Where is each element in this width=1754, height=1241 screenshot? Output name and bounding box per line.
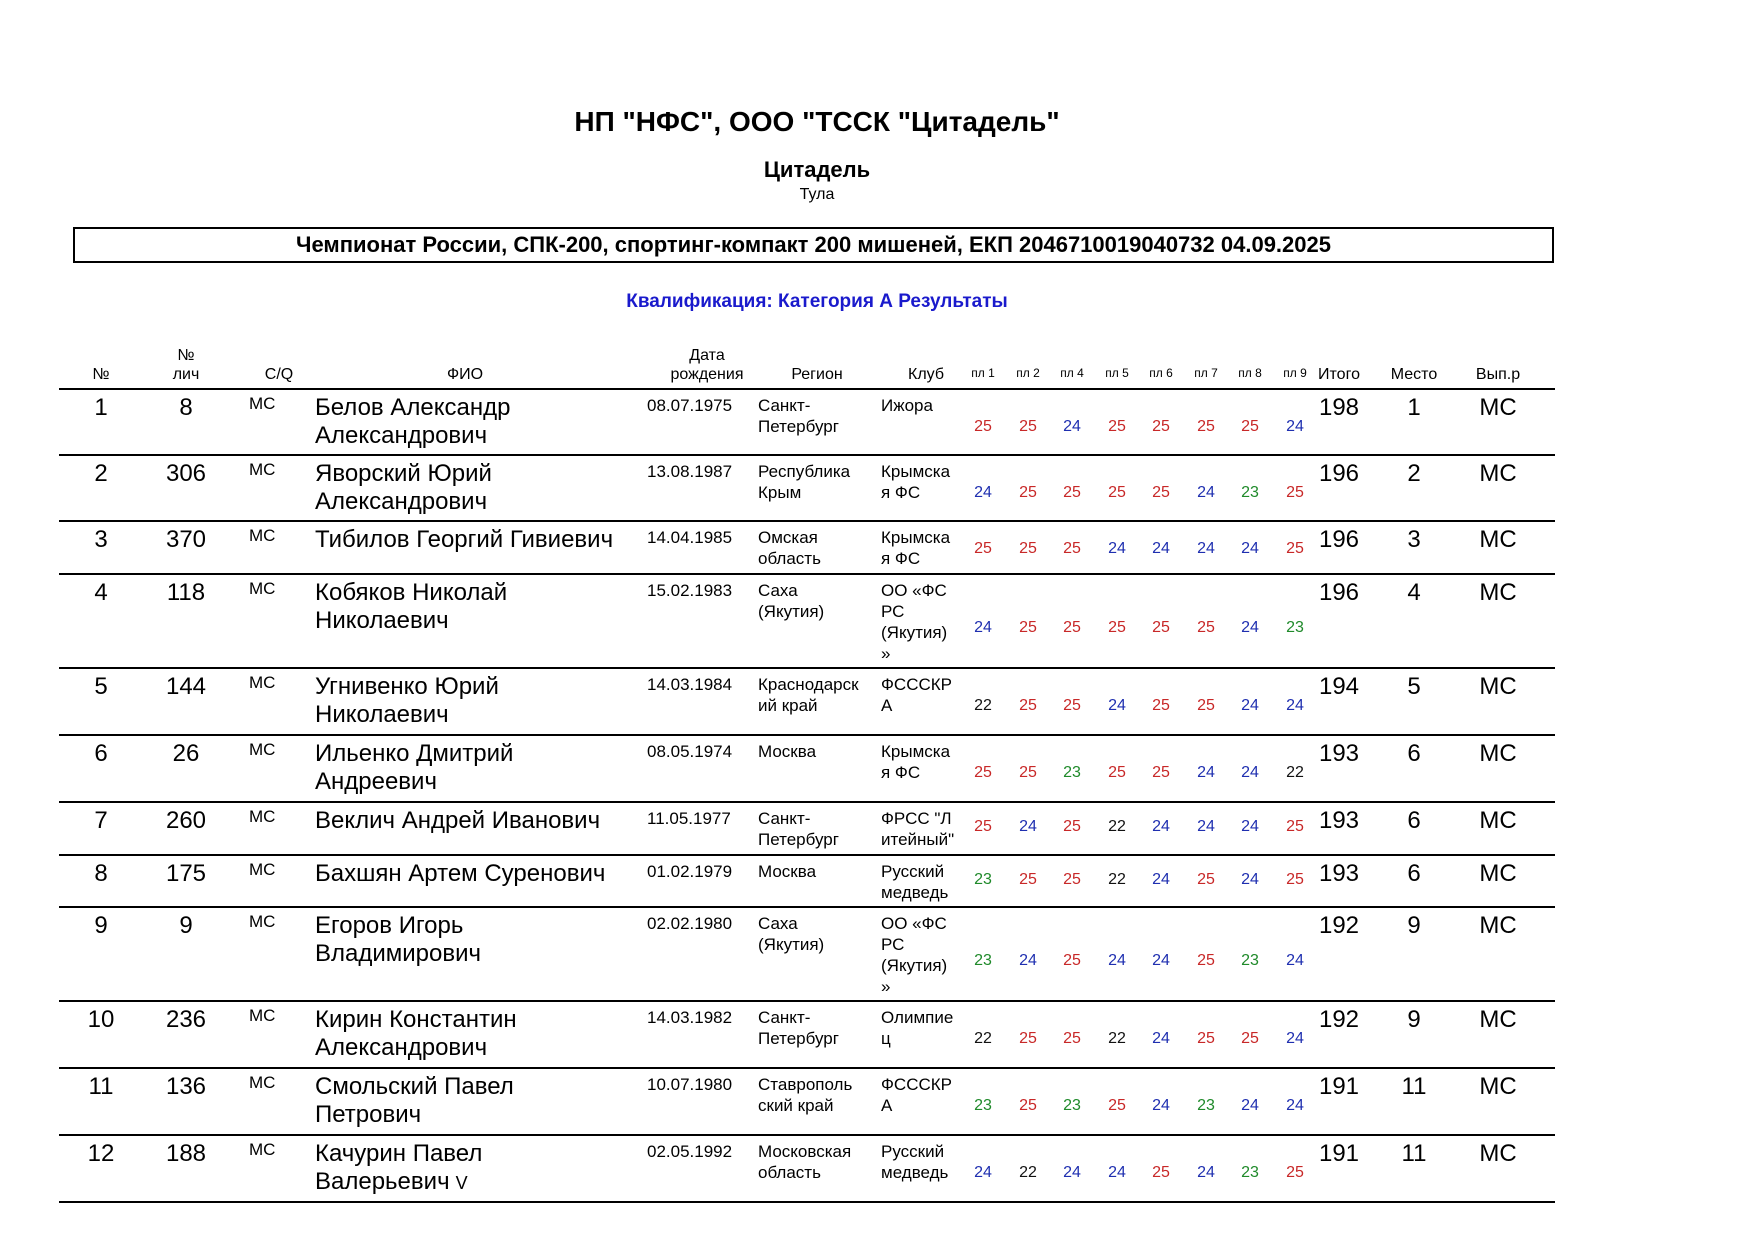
header-region: Регион <box>791 366 843 383</box>
total-score: 192 <box>1318 912 1360 939</box>
header-station: пл 9 <box>1283 366 1307 380</box>
club: Русский медведь <box>881 1142 949 1182</box>
place: 9 <box>1407 912 1421 939</box>
station-score: 24 <box>1197 484 1215 501</box>
station-score: 23 <box>1286 619 1304 636</box>
row-number: 1 <box>94 394 108 421</box>
club: Крымска я ФС <box>881 528 951 568</box>
station-score: 25 <box>974 764 992 781</box>
station-score: 25 <box>1019 540 1037 557</box>
place: 6 <box>1407 807 1421 834</box>
row-number: 6 <box>94 740 108 767</box>
station-score: 25 <box>1152 418 1170 435</box>
table-row <box>59 456 1555 522</box>
bib-number: 26 <box>172 740 200 767</box>
station-score: 24 <box>974 484 992 501</box>
row-number: 5 <box>94 673 108 700</box>
place: 6 <box>1407 740 1421 767</box>
station-score: 25 <box>1019 484 1037 501</box>
station-score: 24 <box>1241 1097 1259 1114</box>
station-score: 25 <box>1152 619 1170 636</box>
athlete-name: Качурин Павел Валерьевич V <box>315 1140 483 1195</box>
table-row <box>59 390 1555 456</box>
station-score: 23 <box>1197 1097 1215 1114</box>
station-score: 25 <box>1197 619 1215 636</box>
cq-rank: МС <box>249 740 276 759</box>
station-score: 25 <box>1019 697 1037 714</box>
station-score: 25 <box>1019 764 1037 781</box>
total-score: 196 <box>1318 526 1360 553</box>
station-score: 24 <box>1241 764 1259 781</box>
row-number: 11 <box>88 1073 114 1100</box>
station-score: 25 <box>974 418 992 435</box>
athlete-name: Ильенко Дмитрий Андреевич <box>315 740 514 795</box>
results-table <box>59 340 1555 1203</box>
bib-number: 370 <box>165 526 207 553</box>
station-score: 25 <box>1286 871 1304 888</box>
station-score: 24 <box>1241 540 1259 557</box>
total-score: 191 <box>1318 1073 1360 1100</box>
cq-rank: МС <box>249 1006 276 1025</box>
cq-rank: МС <box>249 860 276 879</box>
station-score: 24 <box>1152 952 1170 969</box>
station-score: 25 <box>1108 619 1126 636</box>
station-score: 25 <box>1108 1097 1126 1114</box>
section-title: Квалификация: Категория А Результаты <box>626 291 1008 312</box>
row-number: 2 <box>94 460 108 487</box>
cq-rank: МС <box>249 460 276 479</box>
station-score: 24 <box>1197 1164 1215 1181</box>
bib-number: 9 <box>179 912 193 939</box>
station-score: 25 <box>1152 764 1170 781</box>
station-score: 24 <box>1108 1164 1126 1181</box>
club: ОО «ФС РС (Якутия) » <box>881 914 948 996</box>
station-score: 25 <box>1063 697 1081 714</box>
station-score: 25 <box>1108 484 1126 501</box>
header-name: ФИО <box>446 366 484 383</box>
station-score: 25 <box>974 540 992 557</box>
station-score: 25 <box>1063 484 1081 501</box>
club: ФСССКР А <box>881 1075 952 1115</box>
total-score: 196 <box>1318 579 1360 606</box>
bib-number: 260 <box>165 807 207 834</box>
table-row <box>59 669 1555 736</box>
station-score: 24 <box>974 1164 992 1181</box>
achieved-rank: МС <box>1479 860 1517 887</box>
station-score: 24 <box>1152 1030 1170 1047</box>
achieved-rank: МС <box>1479 579 1517 606</box>
table-body <box>59 390 1555 1203</box>
cq-rank: МС <box>249 394 276 413</box>
region: Санкт- Петербург <box>758 1008 839 1048</box>
venue-city: Тула <box>799 186 835 203</box>
station-score: 25 <box>1019 418 1037 435</box>
header-club: Клуб <box>908 366 944 383</box>
station-score: 25 <box>1063 871 1081 888</box>
header-station: пл 6 <box>1149 366 1173 380</box>
club: ОО «ФС РС (Якутия) » <box>881 581 948 663</box>
club: ФРСС "Л итейный" <box>881 809 955 849</box>
cq-rank: МС <box>249 526 276 545</box>
table-row <box>59 1002 1555 1069</box>
athlete-name: Угнивенко Юрий Николаевич <box>315 673 499 728</box>
station-score: 22 <box>1108 1030 1126 1047</box>
station-score: 24 <box>1241 697 1259 714</box>
table-row <box>59 575 1555 669</box>
station-score: 25 <box>1108 764 1126 781</box>
header-station: пл 7 <box>1194 366 1218 380</box>
achieved-rank: МС <box>1479 740 1517 767</box>
station-score: 23 <box>1063 764 1081 781</box>
club: Крымска я ФС <box>881 742 951 782</box>
table-row <box>59 736 1555 803</box>
station-score: 25 <box>1197 952 1215 969</box>
bib-number: 118 <box>166 579 206 606</box>
station-score: 24 <box>1197 540 1215 557</box>
athlete-name: Яворский Юрий Александрович <box>315 460 492 515</box>
place: 11 <box>1401 1140 1427 1167</box>
table-row <box>59 1069 1555 1136</box>
region: Республика Крым <box>758 462 851 502</box>
row-number: 9 <box>94 912 108 939</box>
station-score: 23 <box>1241 484 1259 501</box>
name-mark: V <box>455 1173 468 1193</box>
birth-date: 15.02.1983 <box>647 581 733 600</box>
athlete-name: Веклич Андрей Иванович <box>315 807 601 834</box>
row-number: 10 <box>87 1006 115 1033</box>
bib-number: 175 <box>165 860 207 887</box>
station-score: 22 <box>974 697 992 714</box>
total-score: 192 <box>1318 1006 1360 1033</box>
achieved-rank: МС <box>1479 1140 1517 1167</box>
achieved-rank: МС <box>1479 912 1517 939</box>
total-score: 194 <box>1318 673 1360 700</box>
region: Краснодарск ий край <box>758 675 859 715</box>
station-score: 25 <box>1063 540 1081 557</box>
station-score: 23 <box>974 1097 992 1114</box>
header-number: № <box>92 366 110 383</box>
region: Санкт- Петербург <box>758 396 839 436</box>
station-score: 24 <box>1197 764 1215 781</box>
station-score: 24 <box>1241 619 1259 636</box>
station-score: 25 <box>1286 484 1304 501</box>
birth-date: 01.02.1979 <box>647 862 733 881</box>
birth-date: 10.07.1980 <box>647 1075 733 1094</box>
cq-rank: МС <box>249 673 276 692</box>
station-score: 24 <box>1286 1097 1304 1114</box>
station-score: 25 <box>1019 1030 1037 1047</box>
table-row <box>59 856 1555 908</box>
organizer-title: НП "НФС", ООО "ТССК "Цитадель" <box>574 106 1060 137</box>
station-score: 24 <box>1152 871 1170 888</box>
station-score: 22 <box>1286 764 1304 781</box>
station-score: 23 <box>974 871 992 888</box>
table-row <box>59 908 1555 1002</box>
station-score: 24 <box>1152 1097 1170 1114</box>
station-score: 24 <box>1108 952 1126 969</box>
athlete-name: Смольский Павел Петрович <box>315 1073 514 1128</box>
header-total: Итого <box>1318 366 1360 383</box>
station-score: 24 <box>1286 697 1304 714</box>
achieved-rank: МС <box>1479 460 1517 487</box>
station-score: 24 <box>1152 540 1170 557</box>
station-score: 25 <box>1197 418 1215 435</box>
total-score: 193 <box>1318 860 1360 887</box>
birth-date: 02.02.1980 <box>647 914 733 933</box>
station-score: 23 <box>1241 1164 1259 1181</box>
club: Крымска я ФС <box>881 462 951 502</box>
row-number: 8 <box>94 860 108 887</box>
achieved-rank: МС <box>1479 526 1517 553</box>
bib-number: 136 <box>165 1073 207 1100</box>
table-row <box>59 1136 1555 1203</box>
cq-rank: МС <box>249 912 276 931</box>
station-score: 22 <box>974 1030 992 1047</box>
achieved-rank: МС <box>1479 673 1517 700</box>
station-score: 25 <box>1241 1030 1259 1047</box>
station-score: 25 <box>1152 697 1170 714</box>
station-score: 24 <box>1152 818 1170 835</box>
region: Саха (Якутия) <box>758 914 825 954</box>
station-score: 25 <box>1019 619 1037 636</box>
bib-number: 144 <box>165 673 207 700</box>
athlete-name: Егоров Игорь Владимирович <box>315 912 482 967</box>
station-score: 24 <box>1108 697 1126 714</box>
bib-number: 236 <box>165 1006 207 1033</box>
station-score: 23 <box>1063 1097 1081 1114</box>
station-score: 25 <box>1286 818 1304 835</box>
station-score: 24 <box>1286 1030 1304 1047</box>
region: Омская область <box>758 528 821 568</box>
station-score: 22 <box>1019 1164 1037 1181</box>
total-score: 198 <box>1318 394 1360 421</box>
header-station: пл 1 <box>971 366 995 380</box>
athlete-name: Белов Александр Александрович <box>315 394 511 449</box>
station-score: 25 <box>1019 871 1037 888</box>
place: 2 <box>1407 460 1421 487</box>
birth-date: 11.05.1977 <box>647 809 731 828</box>
station-score: 25 <box>1063 1030 1081 1047</box>
total-score: 191 <box>1318 1140 1360 1167</box>
station-score: 24 <box>1019 818 1037 835</box>
birth-date: 13.08.1987 <box>647 462 733 481</box>
total-score: 196 <box>1318 460 1360 487</box>
header-station: пл 2 <box>1016 366 1040 380</box>
station-score: 24 <box>1197 818 1215 835</box>
row-number: 4 <box>94 579 108 606</box>
station-score: 25 <box>1019 1097 1037 1114</box>
station-score: 24 <box>1108 540 1126 557</box>
region: Московская область <box>758 1142 852 1182</box>
cq-rank: МС <box>249 1073 276 1092</box>
athlete-name: Кирин Константин Александрович <box>315 1006 517 1061</box>
station-score: 22 <box>1108 818 1126 835</box>
station-score: 24 <box>1241 871 1259 888</box>
club: Ижора <box>881 396 933 415</box>
table-header <box>59 340 1555 390</box>
cq-rank: МС <box>249 579 276 598</box>
station-score: 23 <box>974 952 992 969</box>
cq-rank: МС <box>249 1140 276 1159</box>
athlete-name: Бахшян Артем Суренович <box>315 860 606 887</box>
station-score: 25 <box>1197 1030 1215 1047</box>
row-number: 3 <box>94 526 108 553</box>
table-row <box>59 803 1555 856</box>
station-score: 25 <box>1197 697 1215 714</box>
header-rank: Вып.р <box>1475 366 1521 383</box>
header-station: пл 4 <box>1060 366 1084 380</box>
bib-number: 306 <box>165 460 207 487</box>
birth-date: 14.04.1985 <box>647 528 733 547</box>
place: 1 <box>1407 394 1421 421</box>
total-score: 193 <box>1318 740 1360 767</box>
achieved-rank: МС <box>1479 1073 1517 1100</box>
birth-date: 08.07.1975 <box>647 396 733 415</box>
bib-number: 188 <box>165 1140 207 1167</box>
station-score: 25 <box>1108 418 1126 435</box>
station-score: 23 <box>1241 952 1259 969</box>
station-score: 24 <box>1286 952 1304 969</box>
station-score: 25 <box>1197 871 1215 888</box>
station-score: 24 <box>1241 818 1259 835</box>
place: 6 <box>1407 860 1421 887</box>
club: Олимпие ц <box>881 1008 954 1048</box>
table-row <box>59 522 1555 575</box>
header-station: пл 8 <box>1238 366 1262 380</box>
venue-name: Цитадель <box>763 157 871 182</box>
region: Ставрополь ский край <box>758 1075 853 1115</box>
station-score: 24 <box>974 619 992 636</box>
station-score: 25 <box>974 818 992 835</box>
place: 11 <box>1401 1073 1427 1100</box>
header-dob: Дата рождения <box>670 347 744 383</box>
athlete-name: Кобяков Николай Николаевич <box>315 579 508 634</box>
event-title: Чемпионат России, СПК-200, спортинг-компакт 200 мишеней, ЕКП 2046710019040732 04.09.2025 <box>296 232 1331 257</box>
station-score: 25 <box>1286 540 1304 557</box>
club: ФСССКР А <box>881 675 952 715</box>
header-bib: № лич <box>172 347 200 383</box>
station-score: 24 <box>1063 418 1081 435</box>
total-score: 193 <box>1318 807 1360 834</box>
birth-date: 02.05.1992 <box>647 1142 733 1161</box>
region: Москва <box>758 862 817 881</box>
station-score: 25 <box>1286 1164 1304 1181</box>
header-cq: С/Q <box>264 366 294 383</box>
row-number: 12 <box>87 1140 115 1167</box>
station-score: 25 <box>1063 619 1081 636</box>
station-score: 25 <box>1152 1164 1170 1181</box>
achieved-rank: МС <box>1479 394 1517 421</box>
birth-date: 08.05.1974 <box>647 742 733 761</box>
athlete-name: Тибилов Георгий Гивиевич <box>315 526 614 553</box>
station-score: 25 <box>1241 418 1259 435</box>
cq-rank: МС <box>249 807 276 826</box>
birth-date: 14.03.1984 <box>647 675 733 694</box>
region: Саха (Якутия) <box>758 581 825 621</box>
place: 9 <box>1407 1006 1421 1033</box>
bib-number: 8 <box>179 394 193 421</box>
event-banner <box>73 227 1554 263</box>
place: 5 <box>1407 673 1421 700</box>
achieved-rank: МС <box>1479 807 1517 834</box>
header-station: пл 5 <box>1105 366 1129 380</box>
place: 3 <box>1407 526 1421 553</box>
place: 4 <box>1407 579 1421 606</box>
region: Москва <box>758 742 817 761</box>
station-score: 25 <box>1063 818 1081 835</box>
achieved-rank: МС <box>1479 1006 1517 1033</box>
station-score: 22 <box>1108 871 1126 888</box>
station-score: 24 <box>1286 418 1304 435</box>
station-score: 25 <box>1063 952 1081 969</box>
birth-date: 14.03.1982 <box>647 1008 733 1027</box>
station-score: 24 <box>1063 1164 1081 1181</box>
region: Санкт- Петербург <box>758 809 839 849</box>
station-score: 24 <box>1019 952 1037 969</box>
row-number: 7 <box>94 807 108 834</box>
club: Русский медведь <box>881 862 949 902</box>
header-place: Место <box>1390 366 1438 383</box>
station-score: 25 <box>1152 484 1170 501</box>
